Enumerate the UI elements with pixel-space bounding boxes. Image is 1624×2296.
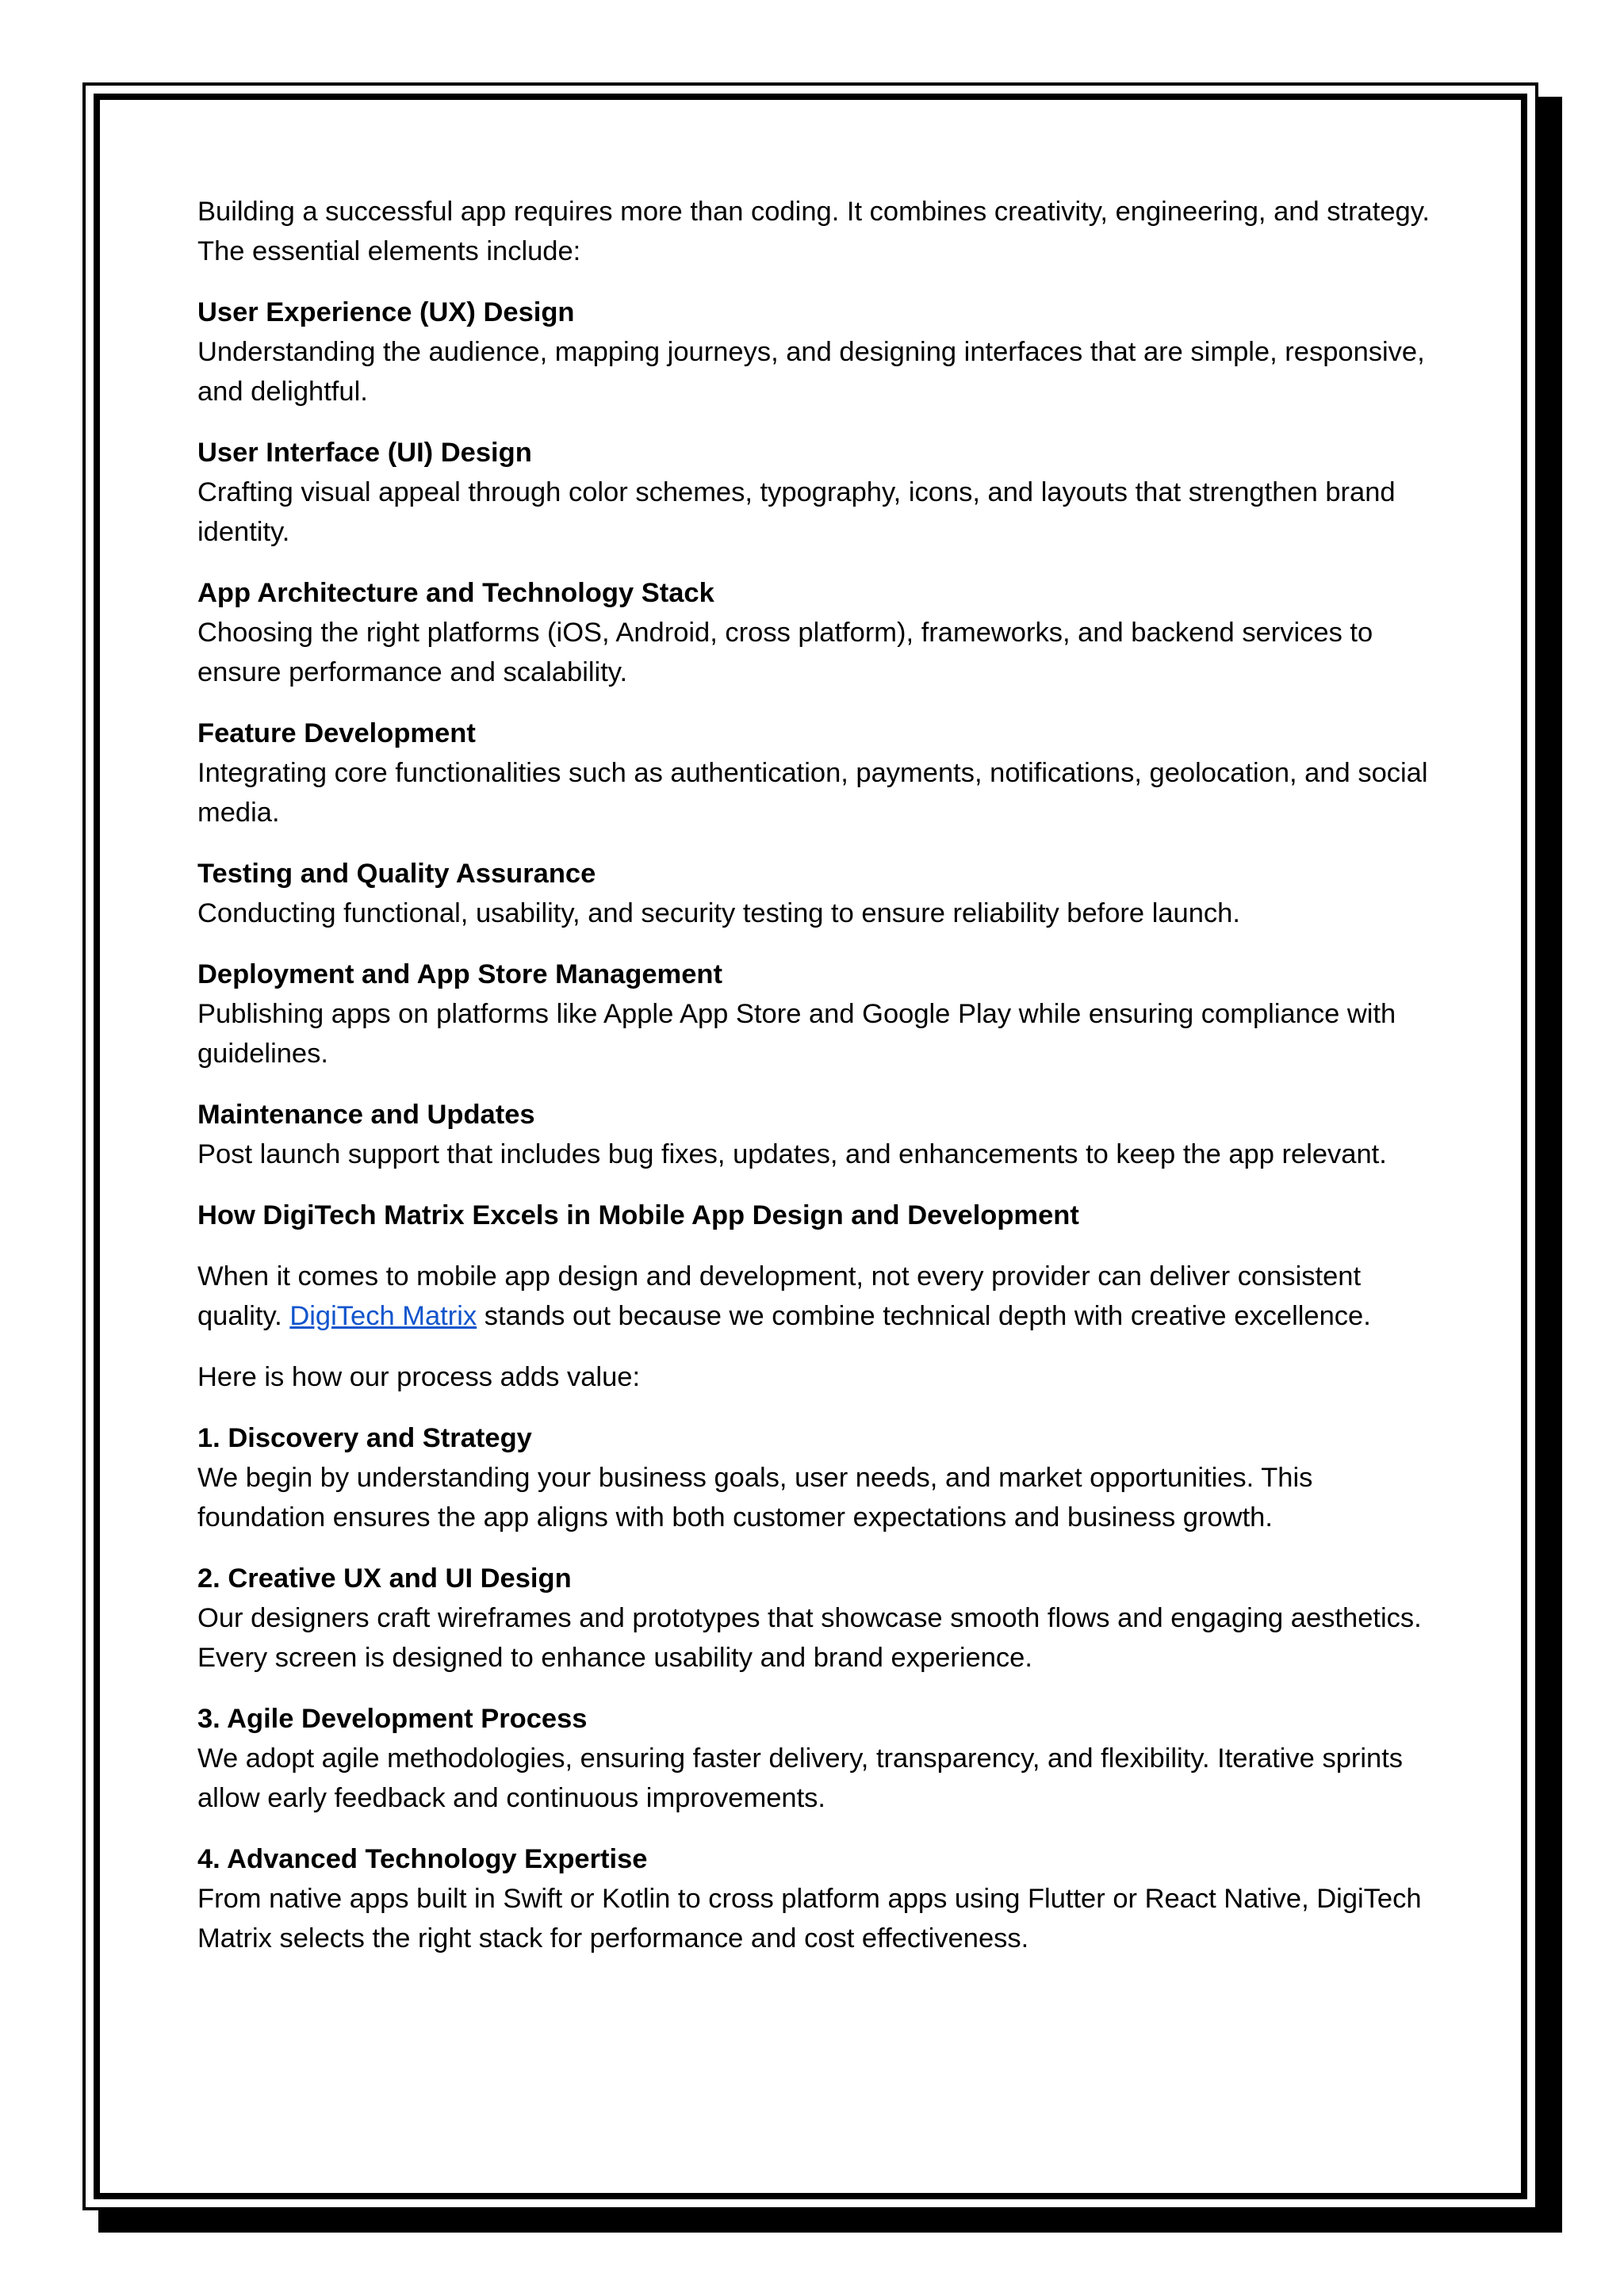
element-testing (197, 854, 1442, 933)
digitech-matrix-link[interactable]: DigiTech Matrix (289, 1301, 477, 1331)
section-heading: Feature Development (197, 718, 476, 748)
process-step-agile (197, 1699, 1442, 1818)
section-heading: 4. Advanced Technology Expertise (197, 1844, 648, 1874)
section-heading: User Experience (UX) Design (197, 297, 575, 327)
excels-heading (197, 1196, 1442, 1235)
section-heading: Deployment and App Store Management (197, 959, 722, 989)
excels-paragraph (197, 1257, 1442, 1336)
excels-heading-text: How DigiTech Matrix Excels in Mobile App Design and Development (197, 1200, 1079, 1230)
section-body: Crafting visual appeal through color schemes, typography, icons, and layouts that strengthen brand identity. (197, 477, 1396, 547)
document-body (197, 192, 1442, 1980)
section-heading: User Interface (UI) Design (197, 438, 532, 468)
element-ui-design (197, 433, 1442, 552)
excels-text-after-link: stands out because we combine technical depth with creative excellence. (477, 1301, 1371, 1331)
section-heading: 1. Discovery and Strategy (197, 1423, 532, 1453)
process-step-design (197, 1559, 1442, 1678)
section-heading: App Architecture and Technology Stack (197, 578, 714, 608)
process-step-discovery (197, 1418, 1442, 1537)
element-maintenance (197, 1095, 1442, 1174)
element-ux-design (197, 293, 1442, 411)
section-heading: Testing and Quality Assurance (197, 859, 596, 889)
intro-paragraph: Building a successful app requires more than coding. It combines creativity, engineering, and strategy. The essential elements include: (197, 197, 1430, 266)
section-body: We begin by understanding your business goals, user needs, and market opportunities. This foundation ensures the app aligns with both customer expectations and business growth. (197, 1463, 1313, 1533)
section-heading: 3. Agile Development Process (197, 1704, 588, 1734)
section-body: Choosing the right platforms (iOS, Android, cross platform), frameworks, and backend services to ensure performance and scalability. (197, 618, 1373, 687)
element-architecture (197, 573, 1442, 692)
element-deployment (197, 955, 1442, 1073)
section-heading: 2. Creative UX and UI Design (197, 1563, 572, 1594)
section-body: Conducting functional, usability, and security testing to ensure reliability before launch. (197, 898, 1240, 928)
section-body: Understanding the audience, mapping journeys, and designing interfaces that are simple, responsive, and delightful. (197, 337, 1425, 407)
section-body: Publishing apps on platforms like Apple App Store and Google Play while ensuring compliance with guidelines. (197, 999, 1396, 1069)
element-feature-development (197, 714, 1442, 832)
excels-text-before-link: When it comes to mobile app design and development, not every provider can deliver consistent quality. (197, 1261, 1362, 1331)
section-body: Our designers craft wireframes and prototypes that showcase smooth flows and engaging aesthetics. Every screen is designed to enhance usability and brand experience. (197, 1603, 1422, 1673)
section-body: Integrating core functionalities such as authentication, payments, notifications, geolocation, and social media. (197, 758, 1428, 828)
section-body: Post launch support that includes bug fixes, updates, and enhancements to keep the app relevant. (197, 1139, 1387, 1169)
section-body: From native apps built in Swift or Kotlin to cross platform apps using Flutter or React Native, DigiTech Matrix selects the right stack for performance and cost effectiveness. (197, 1884, 1422, 1954)
process-intro: Here is how our process adds value: (197, 1362, 641, 1392)
section-body: We adopt agile methodologies, ensuring faster delivery, transparency, and flexibility. Iterative sprints allow early feedback and continuous improvements. (197, 1743, 1404, 1813)
process-step-technology (197, 1839, 1442, 1958)
section-heading: Maintenance and Updates (197, 1100, 535, 1130)
